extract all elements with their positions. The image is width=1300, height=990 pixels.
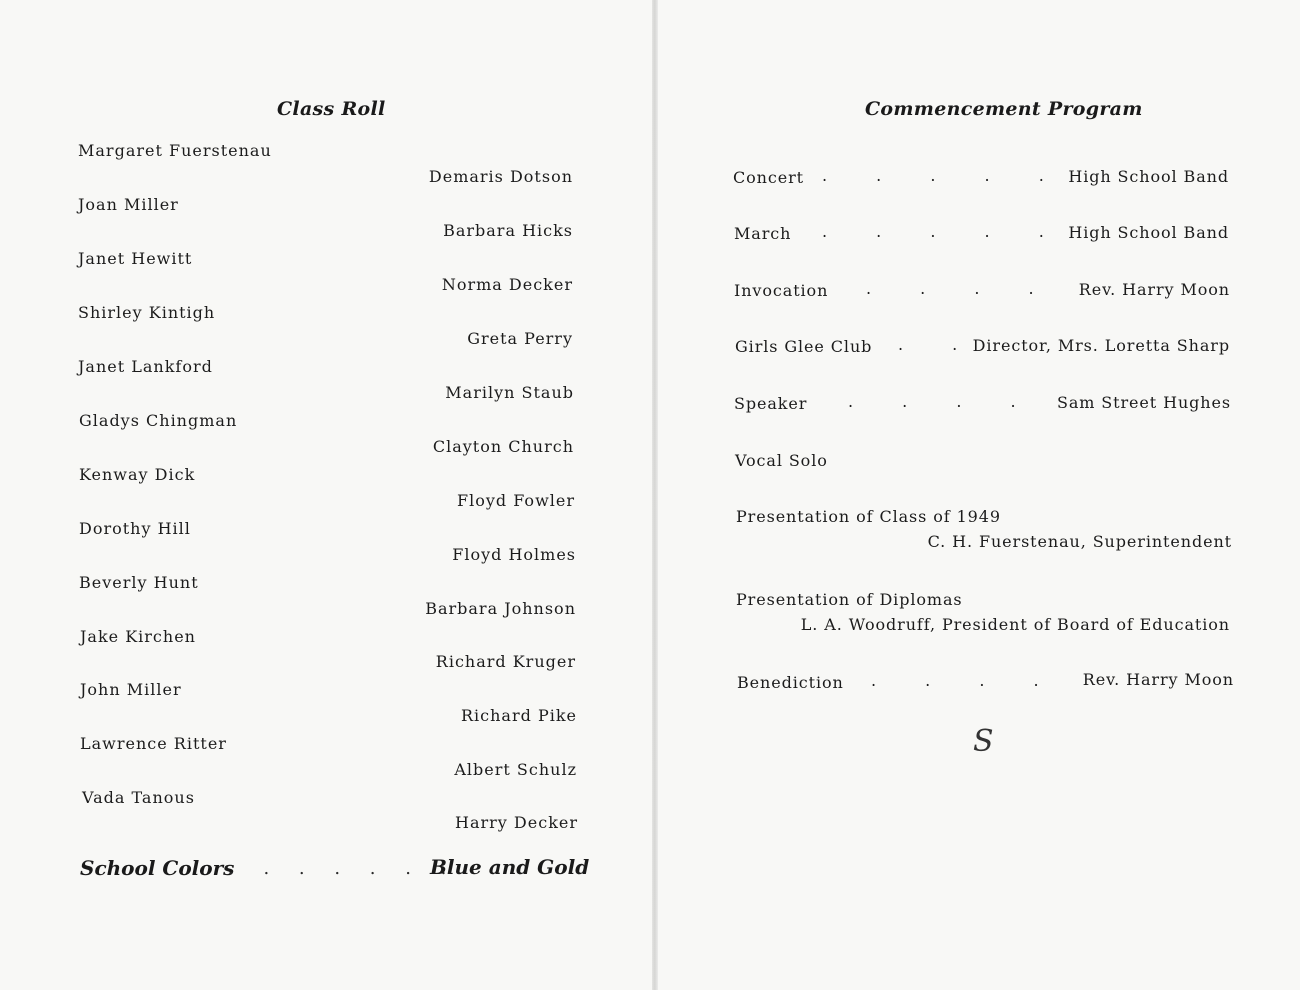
program-item-dots: . . . . . — [822, 222, 1066, 241]
program-item-label: Invocation — [734, 281, 829, 300]
roll-left-name: Margaret Fuerstenau — [78, 141, 272, 160]
roll-right-name: Richard Kruger — [435, 652, 576, 671]
program-item-value: Rev. Harry Moon — [1082, 670, 1234, 689]
school-colors-value: Blue and Gold — [430, 855, 590, 879]
program-item-label: Speaker — [734, 394, 808, 413]
roll-left-name: Janet Hewitt — [78, 249, 193, 268]
program-item-value: Rev. Harry Moon — [1078, 280, 1230, 299]
roll-right-name: Norma Decker — [441, 275, 573, 294]
right-page — [658, 0, 1300, 990]
roll-right-name: Demaris Dotson — [428, 167, 573, 186]
program-item-label: Presentation of Diplomas — [736, 590, 963, 609]
roll-left-name: Beverly Hunt — [79, 573, 199, 592]
roll-left-name: Lawrence Ritter — [80, 734, 227, 753]
roll-right-name: Richard Pike — [461, 706, 577, 725]
roll-right-name: Greta Perry — [467, 329, 573, 348]
program-item-value: Director, Mrs. Loretta Sharp — [972, 336, 1230, 355]
ornament-flourish: S — [973, 724, 994, 759]
program-item-label: Concert — [733, 168, 804, 187]
program-item-label: Girls Glee Club — [735, 337, 873, 356]
program-item-dots: . . . . . — [822, 166, 1066, 185]
program-item-value: Sam Street Hughes — [1056, 393, 1231, 412]
roll-left-name: Kenway Dick — [79, 465, 196, 484]
roll-right-name: Clayton Church — [432, 437, 574, 456]
school-colors-label: School Colors — [80, 856, 235, 880]
program-title: Commencement Program — [865, 98, 1143, 120]
roll-left-name: Shirley Kintigh — [78, 303, 216, 322]
roll-right-name: Floyd Fowler — [456, 491, 575, 510]
school-colors-leader-dots: . . . . . . . — [228, 858, 459, 879]
roll-right-name: Marilyn Staub — [445, 383, 574, 402]
program-item-label: March — [734, 224, 792, 243]
roll-left-name: Gladys Chingman — [79, 411, 238, 430]
roll-left-name: Vada Tanous — [82, 788, 195, 807]
program-item-dots: . . . . — [866, 279, 1056, 298]
roll-right-name: Albert Schulz — [454, 760, 577, 779]
roll-left-name: Jake Kirchen — [80, 627, 196, 646]
roll-right-name: Barbara Hicks — [443, 221, 573, 240]
program-item-dots: . . — [898, 335, 980, 354]
roll-left-name: Janet Lankford — [78, 357, 213, 376]
roll-left-name: John Miller — [80, 680, 182, 699]
program-item-dots: . . . . — [871, 671, 1061, 690]
roll-left-name: Joan Miller — [78, 195, 179, 214]
roll-right-name: Barbara Johnson — [425, 599, 576, 618]
program-item-label: Benediction — [737, 673, 844, 692]
program-item-value: L. A. Woodruff, President of Board of Education — [800, 615, 1230, 634]
program-item-dots: . . . . — [848, 392, 1038, 411]
class-roll-title: Class Roll — [277, 98, 386, 120]
program-item-value: C. H. Fuerstenau, Superintendent — [927, 532, 1232, 551]
program-item-label: Vocal Solo — [735, 451, 828, 470]
roll-right-name: Floyd Holmes — [452, 545, 576, 564]
roll-right-name: Harry Decker — [455, 813, 578, 832]
program-item-value: High School Band — [1068, 167, 1229, 186]
program-item-label: Presentation of Class of 1949 — [736, 507, 1001, 526]
program-item-value: High School Band — [1068, 223, 1229, 242]
roll-left-name: Dorothy Hill — [79, 519, 191, 538]
